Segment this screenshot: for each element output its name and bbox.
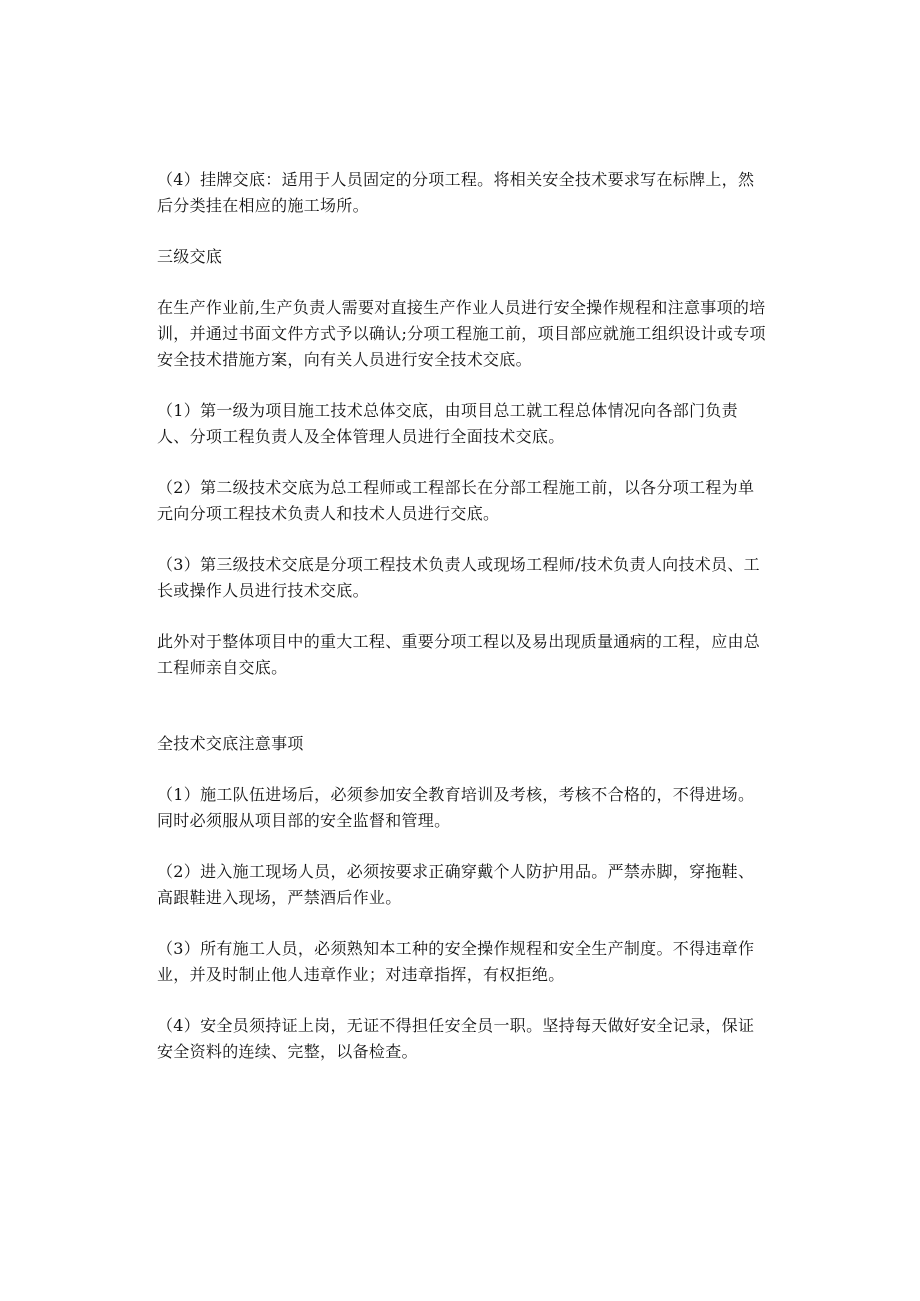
paragraph-spacer <box>157 988 770 1013</box>
paragraph-spacer <box>157 270 770 295</box>
paragraph-spacer <box>157 911 770 936</box>
document-body <box>157 167 770 1065</box>
paragraph-signboard-disclosure: （4）挂牌交底：适用于人员固定的分项工程。将相关安全技术要求写在标牌上，然后分类挂在相应的施工场所。 <box>157 170 755 215</box>
section-heading-safety-notes: 全技术交底注意事项 <box>157 734 304 753</box>
paragraph-second-level: （2）第二级技术交底为总工程师或工程部长在分部工程施工前，以各分项工程为单元向分项工程技术负责人和技术人员进行交底。 <box>157 478 755 523</box>
paragraph-note-1: （1）施工队伍进场后，必须参加安全教育培训及考核，考核不合格的，不得进场。同时必须服从项目部的安全监督和管理。 <box>157 785 755 830</box>
paragraph-spacer <box>157 834 770 859</box>
section-heading-three-level-disclosure: 三级交底 <box>157 247 223 266</box>
paragraph-spacer <box>157 527 770 552</box>
paragraph-note-3: （3）所有施工人员，必须熟知本工种的安全操作规程和安全生产制度。不得违章作业，并及时制止他人违章作业；对违章指挥，有权拒绝。 <box>157 939 755 984</box>
paragraph-note-2: （2）进入施工现场人员，必须按要求正确穿戴个人防护用品。严禁赤脚，穿拖鞋、高跟鞋进入现场，严禁酒后作业。 <box>157 862 755 907</box>
paragraph-spacer <box>157 604 770 629</box>
paragraph-spacer <box>157 450 770 475</box>
section-spacer <box>157 681 770 731</box>
paragraph-spacer <box>157 219 770 244</box>
paragraph-spacer <box>157 757 770 782</box>
paragraph-chief-engineer-disclosure: 此外对于整体项目中的重大工程、重要分项工程以及易出现质量通病的工程，应由总工程师亲自交底。 <box>157 632 761 677</box>
paragraph-spacer <box>157 373 770 398</box>
paragraph-pre-production-training: 在生产作业前,生产负责人需要对直接生产作业人员进行安全操作规程和注意事项的培训，并通过书面文件方式予以确认;分项工程施工前，项目部应就施工组织设计或专项安全技术措施方案，向有关人员进行安全技术交底。 <box>157 298 766 369</box>
paragraph-first-level: （1）第一级为项目施工技术总体交底，由项目总工就工程总体情况向各部门负责人、分项工程负责人及全体管理人员进行全面技术交底。 <box>157 401 738 446</box>
paragraph-third-level: （3）第三级技术交底是分项工程技术负责人或现场工程师/技术负责人向技术员、工长或操作人员进行技术交底。 <box>157 555 760 600</box>
paragraph-note-4: （4）安全员须持证上岗，无证不得担任安全员一职。坚持每天做好安全记录，保证安全资料的连续、完整，以备检查。 <box>157 1016 755 1061</box>
